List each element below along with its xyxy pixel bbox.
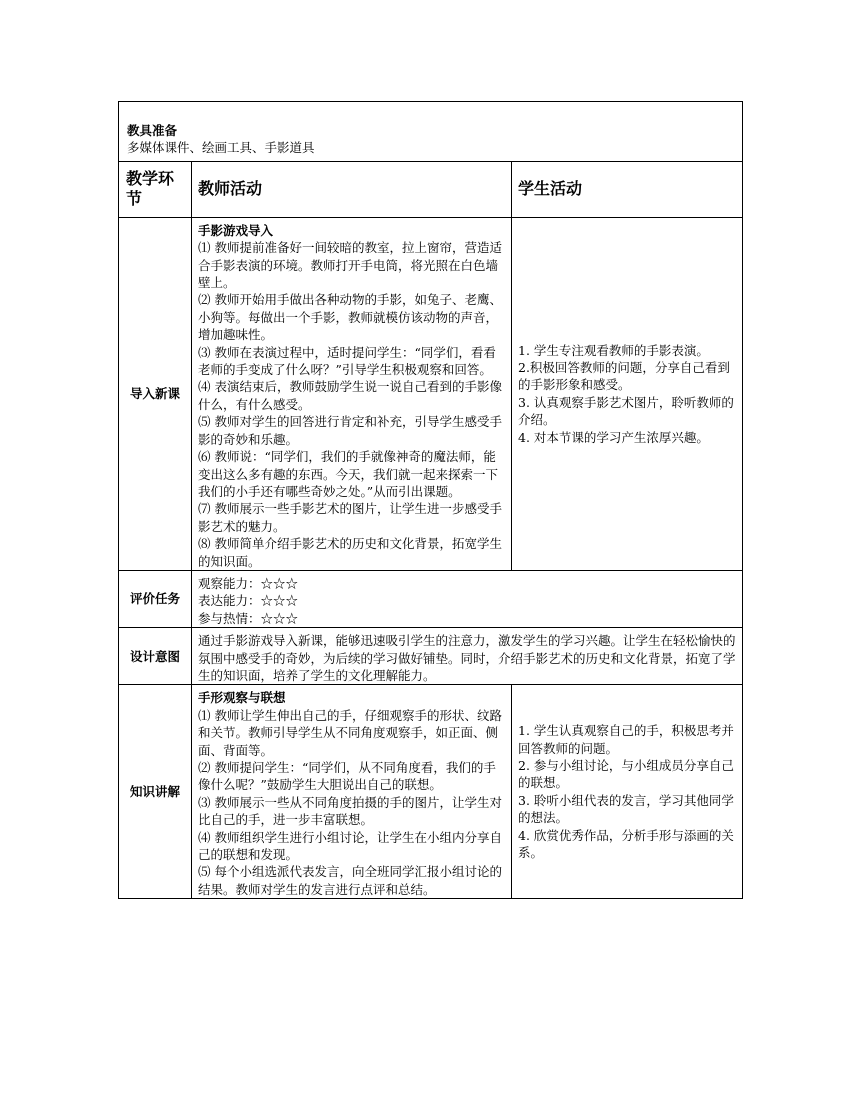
evaluation-row <box>119 570 743 627</box>
evaluation-cell <box>192 570 743 627</box>
evaluation-item-observe: 观察能力：☆☆☆ <box>198 575 299 591</box>
knowledge-student-cell <box>512 685 743 899</box>
knowledge-student-item-2: 2. 参与小组讨论，与小组成员分享自己的联想。 <box>518 758 734 791</box>
intro-row <box>119 217 743 570</box>
knowledge-label: 知识讲解 <box>119 685 192 899</box>
intro-teacher-title: 手影游戏导入 <box>198 222 274 238</box>
header-row <box>119 161 743 217</box>
intro-teacher-item-2: ⑵ 教师开始用手做出各种动物的手影，如兔子、老鹰、小狗等。每做出一个手影，教师就模仿该动物的声音，增加趣味性。 <box>198 292 502 343</box>
evaluation-item-express: 表达能力：☆☆☆ <box>198 593 299 609</box>
design-text: 通过手影游戏导入新课，能够迅速吸引学生的注意力，激发学生的学习兴趣。让学生在轻松愉快的氛围中感受手的奇妙，为后续的学习做好铺垫。同时，介绍手影艺术的历史和文化背景，拓宽了学生的知识面，培养了学生的文化理解能力。 <box>192 628 743 685</box>
knowledge-teacher-cell <box>192 685 512 899</box>
intro-teacher-item-7: ⑺ 教师展示一些手影艺术的图片，让学生进一步感受手影艺术的魅力。 <box>198 501 502 534</box>
knowledge-teacher-item-3: ⑶ 教师展示一些从不同角度拍摄的手的图片，让学生对比自己的手，进一步丰富联想。 <box>198 794 502 828</box>
knowledge-teacher-item-4: ⑷ 教师组织学生进行小组讨论，让学生在小组内分享自己的联想和发现。 <box>198 829 502 863</box>
lesson-plan-table <box>118 101 743 899</box>
knowledge-teacher-item-2: ⑵ 教师提问学生：“同学们，从不同角度看，我们的手像什么呢？”鼓励学生大胆说出自己的联想。 <box>198 760 496 793</box>
header-teacher: 教师活动 <box>192 161 512 217</box>
knowledge-teacher-title: 手形观察与联想 <box>198 690 286 706</box>
knowledge-teacher-item-1: ⑴ 教师让学生伸出自己的手，仔细观察手的形状、纹路和关节。教师引导学生从不同角度观察手，如正面、侧面、背面等。 <box>198 707 502 758</box>
prep-title: 教具准备 <box>127 123 178 138</box>
prep-cell <box>119 102 743 162</box>
intro-teacher-cell <box>192 217 512 570</box>
intro-teacher-item-5: ⑸ 教师对学生的回答进行肯定和补充，引导学生感受手影的奇妙和乐趣。 <box>198 414 502 447</box>
knowledge-row <box>119 685 743 899</box>
prep-content: 多媒体课件、绘画工具、手影道具 <box>127 140 315 156</box>
intro-teacher-item-4: ⑷ 表演结束后，教师鼓励学生说一说自己看到的手影像什么，有什么感受。 <box>198 379 502 412</box>
knowledge-student-item-3: 3. 聆听小组代表的发言，学习其他同学的想法。 <box>518 792 734 826</box>
knowledge-teacher-item-5: ⑸ 每个小组选派代表发言，向全班同学汇报小组讨论的结果。教师对学生的发言进行点评和总结。 <box>198 864 502 897</box>
intro-student-item-4: 4. 对本节课的学习产生浓厚兴趣。 <box>518 429 709 445</box>
knowledge-student-item-4: 4. 欣赏优秀作品，分析手形与添画的关系。 <box>518 827 734 861</box>
intro-teacher-item-1: ⑴ 教师提前准备好一间较暗的教室，拉上窗帘，营造适合手影表演的环境。教师打开手电筒，将光照在白色墙壁上。 <box>198 240 502 291</box>
evaluation-item-engage: 参与热情：☆☆☆ <box>198 610 299 626</box>
intro-student-cell <box>512 217 743 570</box>
intro-label: 导入新课 <box>119 217 192 570</box>
design-label: 设计意图 <box>119 628 192 685</box>
knowledge-student-item-1: 1. 学生认真观察自己的手，积极思考并回答教师的问题。 <box>518 723 734 756</box>
intro-teacher-item-6: ⑹ 教师说：“同学们，我们的手就像神奇的魔法师，能变出这么多有趣的东西。今天，我们就一起来探索一下我们的小手还有哪些奇妙之处。”从而引出课题。 <box>198 449 499 499</box>
prep-row <box>119 102 743 162</box>
intro-student-item-3: 3. 认真观察手影艺术图片，聆听教师的介绍。 <box>518 394 734 428</box>
intro-teacher-item-3: ⑶ 教师在表演过程中，适时提问学生：“同学们，看看老师的手变成了什么呀？”引导学生积极观察和回答。 <box>198 344 496 378</box>
design-row <box>119 628 743 685</box>
intro-teacher-item-8: ⑻ 教师简单介绍手影艺术的历史和文化背景，拓宽学生的知识面。 <box>198 536 502 569</box>
header-student: 学生活动 <box>512 161 743 217</box>
header-stage: 教学环节 <box>119 161 192 217</box>
evaluation-label: 评价任务 <box>119 570 192 627</box>
intro-student-item-2: 2.积极回答教师的问题，分享自己看到的手影形象和感受。 <box>518 360 730 393</box>
intro-student-item-1: 1. 学生专注观看教师的手影表演。 <box>518 342 709 358</box>
